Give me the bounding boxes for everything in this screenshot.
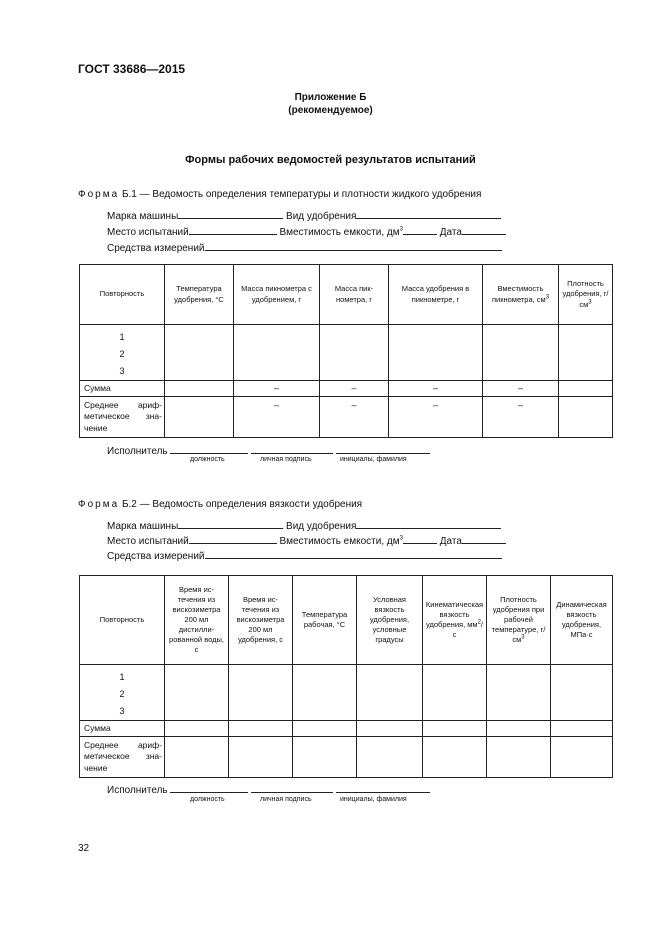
form2-header-time-fert: Время истечения из вискозиметра 200 мл удобрения, с — [229, 576, 293, 665]
form2-data-row — [80, 665, 613, 721]
form1-input-machine[interactable] — [178, 208, 283, 219]
form2-input-machine[interactable] — [178, 518, 283, 529]
form2-cell[interactable] — [293, 721, 357, 737]
form2-header-temp: Температура рабочая, °С — [293, 576, 357, 665]
form2-sum-row — [80, 721, 613, 737]
form1-row-machine — [107, 208, 501, 222]
form2-header-density: Плотность удобрения при рабочей температуре, $г/см^3$ — [487, 576, 551, 665]
form1-label-machine: Марка машины — [107, 211, 179, 222]
form2-label-place: Место испытаний — [107, 536, 189, 547]
form1-signature — [107, 443, 430, 457]
form1-signature-label: Исполнитель — [107, 446, 168, 457]
form2-header-kinematic-viscosity: Кинематическая вязкость удобрения, $мм^2/с$ — [423, 576, 487, 665]
form2-repeat-numbers — [80, 665, 165, 721]
form1-mean-label: Среднее арифметическое значение — [80, 397, 165, 438]
form1-header-repeat: Повторность — [80, 265, 165, 325]
form1-input-capacity[interactable] — [403, 224, 437, 235]
form1-input-type[interactable] — [356, 208, 501, 219]
form1-sum-row — [80, 381, 613, 397]
form2-caption-name: инициалы, фамилия — [340, 796, 407, 803]
form1-capacity-sup: 3 — [399, 226, 403, 233]
form1-title-line — [78, 189, 481, 200]
form1-input-instruments[interactable] — [205, 240, 502, 251]
appendix-title: Приложение Б — [294, 92, 367, 103]
form2-signature-name[interactable] — [336, 782, 430, 793]
form2-header-time-water: Время истечения из вискозиметра 200 мл дистиллированной воды, с — [165, 576, 229, 665]
form2-header-dynamic-viscosity: Динамическая вязкость удобрения, МПа·с — [551, 576, 613, 665]
form1-header-density: Плотность удобрения, $г/см^3$ — [559, 265, 613, 325]
form2-row-place — [107, 533, 506, 547]
form1-cell[interactable] — [165, 397, 234, 438]
form1-mean-row — [80, 397, 613, 438]
form2-repeat-1: 1 — [119, 672, 125, 682]
form2-cell[interactable] — [165, 737, 229, 778]
form1-label-type: Вид удобрения — [286, 211, 357, 222]
form1-dash: – — [320, 381, 389, 397]
form2-caption-sign: личная подпись — [260, 796, 312, 803]
form1-repeat-3: 3 — [119, 366, 125, 376]
form1-label-date: Дата — [439, 227, 462, 238]
form1-header-temp: Температура удобрения, °С — [165, 265, 234, 325]
form1-header-row — [80, 265, 613, 325]
form1-form-word: Форма — [78, 189, 120, 200]
form1-label-place: Место испытаний — [107, 227, 189, 238]
form1-header-volume: Вместимость пикнометра, $см^3$ — [483, 265, 559, 325]
form1-header-mass-fert: Масса удобрения в пикнометре, г — [389, 265, 483, 325]
form2-cell[interactable] — [229, 721, 293, 737]
form2-sum-label: Сумма — [80, 721, 165, 737]
form1-cell[interactable] — [165, 381, 234, 397]
form1-cell[interactable] — [559, 397, 613, 438]
form1-signature-sign[interactable] — [251, 443, 333, 454]
form2-cell[interactable] — [423, 737, 487, 778]
page-number: 32 — [78, 843, 90, 854]
form2-title-line — [78, 499, 362, 510]
form1-input-place[interactable] — [189, 224, 277, 235]
form2-header-row — [80, 576, 613, 665]
form1-signature-position[interactable] — [170, 443, 248, 454]
form2-capacity-sup: 3 — [399, 535, 403, 542]
form2-cell[interactable] — [423, 721, 487, 737]
form1-dash: – — [483, 381, 559, 397]
form1-header-mass-pyc-fert: Масса пикнометра с удобрением, г — [234, 265, 320, 325]
form1-repeat-numbers — [80, 325, 165, 381]
form2-cell[interactable] — [551, 665, 613, 721]
form1-dash: – — [483, 397, 559, 438]
form1-cell[interactable] — [483, 325, 559, 381]
form2-label-instruments: Средства измерений — [107, 551, 205, 562]
form1-data-row — [80, 325, 613, 381]
form1-repeat-2: 2 — [119, 349, 125, 359]
form1-input-date[interactable] — [462, 224, 506, 235]
form2-label-capacity: Вместимость емкости, дм — [279, 536, 400, 547]
appendix-subtitle: (рекомендуемое) — [288, 105, 373, 116]
form1-dash: – — [234, 381, 320, 397]
form2-header-conditional-viscosity: Условная вязкость удобрения, условные градусы — [357, 576, 423, 665]
form1-dash: – — [234, 397, 320, 438]
form2-repeat-2: 2 — [119, 689, 125, 699]
form2-mean-row — [80, 737, 613, 778]
form1-cell[interactable] — [559, 381, 613, 397]
form2-input-place[interactable] — [189, 533, 277, 544]
form1-caption-sign: личная подпись — [260, 456, 312, 463]
form1-table — [79, 264, 613, 438]
form1-sum-label: Сумма — [80, 381, 165, 397]
form2-cell[interactable] — [293, 665, 357, 721]
form2-signature-position[interactable] — [170, 782, 248, 793]
form1-repeat-1: 1 — [119, 332, 125, 342]
form2-header-repeat: Повторность — [80, 576, 165, 665]
form2-title: Б.2 — Ведомость определения вязкости удобрения — [121, 499, 363, 510]
form1-label-capacity: Вместимость емкости, дм — [279, 227, 400, 238]
form2-cell[interactable] — [229, 737, 293, 778]
form2-label-machine: Марка машины — [107, 521, 179, 532]
form1-cell[interactable] — [165, 325, 234, 381]
form1-header-mass-pyc: Масса пикнометра, г — [320, 265, 389, 325]
form2-input-date[interactable] — [462, 533, 506, 544]
form1-dash: – — [389, 381, 483, 397]
form2-cell[interactable] — [487, 721, 551, 737]
form2-signature-sign[interactable] — [251, 782, 333, 793]
section-title: Формы рабочих ведомостей результатов испытаний — [185, 154, 476, 166]
form2-input-capacity[interactable] — [403, 533, 437, 544]
form2-cell[interactable] — [357, 737, 423, 778]
form2-cell[interactable] — [165, 721, 229, 737]
form1-label-instruments: Средства измерений — [107, 243, 205, 254]
form2-cell[interactable] — [357, 721, 423, 737]
form2-cell[interactable] — [551, 737, 613, 778]
form1-title: Б.1 — Ведомость определения температуры и плотности жидкого удобрения — [121, 189, 482, 200]
form2-cell[interactable] — [229, 665, 293, 721]
form1-cell[interactable] — [320, 325, 389, 381]
form1-cell[interactable] — [389, 325, 483, 381]
form2-label-type: Вид удобрения — [286, 521, 357, 532]
form2-cell[interactable] — [551, 721, 613, 737]
form2-form-word: Форма — [78, 499, 120, 510]
form1-dash: – — [320, 397, 389, 438]
form2-cell[interactable] — [293, 737, 357, 778]
form2-input-instruments[interactable] — [205, 548, 502, 559]
form1-caption-position: должность — [190, 456, 225, 463]
form1-row-instruments — [107, 240, 502, 254]
form2-mean-label: Среднее арифметическое значение — [80, 737, 165, 778]
form1-signature-name[interactable] — [336, 443, 430, 454]
form2-caption-position: должность — [190, 796, 225, 803]
form2-repeat-3: 3 — [119, 706, 125, 716]
form2-signature-label: Исполнитель — [107, 785, 168, 796]
form2-input-type[interactable] — [356, 518, 501, 529]
form2-cell[interactable] — [165, 665, 229, 721]
form2-row-instruments — [107, 548, 502, 562]
form2-row-machine — [107, 518, 501, 532]
form1-dash: – — [389, 397, 483, 438]
form2-cell[interactable] — [487, 665, 551, 721]
form2-cell[interactable] — [487, 737, 551, 778]
form2-signature — [107, 782, 430, 796]
document-code: ГОСТ 33686—2015 — [78, 62, 186, 76]
form1-cell[interactable] — [234, 325, 320, 381]
form2-cell[interactable] — [423, 665, 487, 721]
form2-cell[interactable] — [357, 665, 423, 721]
form2-label-date: Дата — [439, 536, 462, 547]
form1-row-place — [107, 224, 506, 238]
form1-caption-name: инициалы, фамилия — [340, 456, 407, 463]
form1-cell[interactable] — [559, 325, 613, 381]
form2-table — [79, 575, 613, 778]
